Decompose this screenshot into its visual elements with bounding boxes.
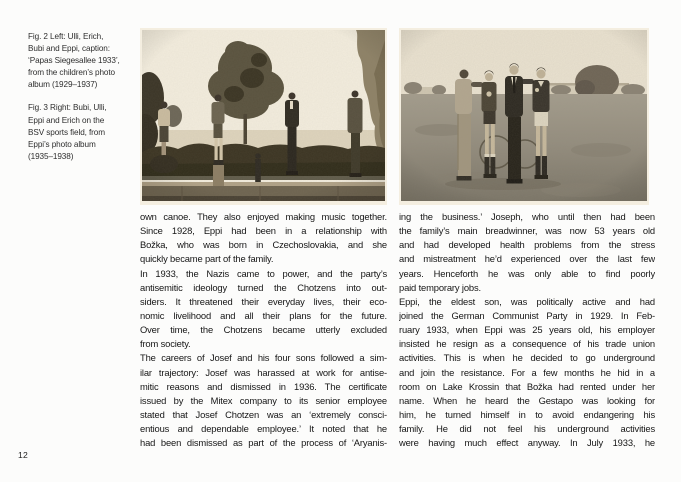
paragraph bbox=[28, 102, 138, 162]
text-line: insisted he resign as a consequence of his trade union bbox=[399, 338, 655, 350]
text-line: from society. bbox=[140, 338, 191, 350]
text-line: BSV sports field, from bbox=[28, 127, 105, 137]
text-line: the family’s main breadwinner, was now 53 years old bbox=[399, 225, 655, 237]
text-line: ing the business.’ Joseph, who until then had been bbox=[399, 211, 655, 222]
text-line: ilar trajectory: Josef was harassed at work for antise- bbox=[140, 366, 387, 378]
text-line: Over time, the Chotzens became utterly excluded bbox=[140, 324, 387, 336]
text-line: ruary 1933, when Eppi was 25 years old, his employer bbox=[399, 324, 655, 336]
text-line: The careers of Josef and his four sons followed a sim- bbox=[140, 352, 387, 364]
paragraph bbox=[140, 210, 387, 267]
text-column-left bbox=[140, 210, 387, 450]
photo-fig3-graphic bbox=[401, 30, 647, 201]
text-line: In 1933, the Nazis came to power, and the party’s bbox=[140, 267, 387, 279]
text-line: room on Lake Krossin that Božka had rented under her bbox=[399, 380, 655, 392]
text-line: had been dismissed as part of the process of ‘Aryanis- bbox=[140, 437, 387, 449]
text-line: were having much effect anyway. In July 1933, he bbox=[399, 437, 655, 449]
text-line: Eppi, the eldest son, was politically active and had bbox=[399, 295, 655, 307]
page-number: 12 bbox=[18, 450, 28, 460]
paragraph bbox=[28, 31, 138, 91]
text-line: joined the German Communist Party in 1929. In Feb- bbox=[399, 309, 655, 321]
photo-fig2-siegesallee bbox=[140, 28, 387, 205]
text-line: siders. It threatened their everyday lives, their eco- bbox=[140, 295, 387, 307]
text-line: issued by the Mitex company to its senior employee bbox=[140, 394, 387, 406]
text-line: album (1929–1937) bbox=[28, 80, 98, 90]
figure-captions bbox=[28, 31, 138, 174]
text-line: Eppi’s photo album bbox=[28, 139, 96, 149]
text-line: Fig. 3 Right: Bubi, Ulli, bbox=[28, 103, 107, 113]
text-line: activities. This is when he decided to go underground bbox=[399, 352, 655, 364]
text-line: nomic livelihood and all their plans for the future. bbox=[140, 309, 387, 321]
text-line: Bubi and Eppi, caption: bbox=[28, 44, 110, 54]
paragraph bbox=[140, 351, 387, 450]
paragraph bbox=[140, 267, 387, 352]
photo-fig2-graphic bbox=[142, 30, 385, 201]
text-line: quickly became part of the family. bbox=[140, 253, 274, 265]
text-line: Božka, who was born in Czechoslovakia, and she bbox=[140, 239, 387, 251]
text-line: years. Henceforth he was only able to find poorly bbox=[399, 267, 655, 279]
text-line: ‘Papas Siegesallee 1933’, bbox=[28, 56, 120, 66]
text-line: stated that Josef Chotzen was an ‘extremely consci- bbox=[140, 408, 387, 420]
text-column-right bbox=[399, 210, 655, 450]
text-line: Fig. 2 Left: Ulli, Erich, bbox=[28, 32, 104, 41]
text-line: name. When he heard the Gestapo was looking for bbox=[399, 394, 655, 406]
text-line: family. He did not feel his underground activities bbox=[399, 423, 655, 435]
text-line: Eppi and Erich on the bbox=[28, 115, 105, 125]
text-line: paid temporary jobs. bbox=[399, 281, 481, 293]
text-line: from the children’s photo bbox=[28, 68, 116, 78]
text-line: and join the resistance. For a few months he hid in a bbox=[399, 366, 655, 378]
text-line: entious and dependable employee.’ It noted that he bbox=[140, 423, 387, 435]
text-line: (1935–1938) bbox=[28, 151, 74, 161]
paragraph bbox=[399, 210, 655, 295]
text-line: him, he turned himself in to avoid endangering his bbox=[399, 408, 655, 420]
text-line: antisemitic ideology turned the Chotzens into out- bbox=[140, 281, 387, 293]
photo-fig3-sports-field bbox=[399, 28, 649, 205]
text-line: Since 1928, Eppi had been in a relationship with bbox=[140, 225, 387, 237]
text-line: and had developed health problems from the stress bbox=[399, 239, 655, 251]
text-line: mitic reasons and dismissed in 1936. The certificate bbox=[140, 380, 387, 392]
paragraph bbox=[399, 295, 655, 451]
text-line: own canoe. They also enjoyed making music together. bbox=[140, 211, 387, 222]
text-line: and mistreatment he’d experienced over the last few bbox=[399, 253, 655, 265]
